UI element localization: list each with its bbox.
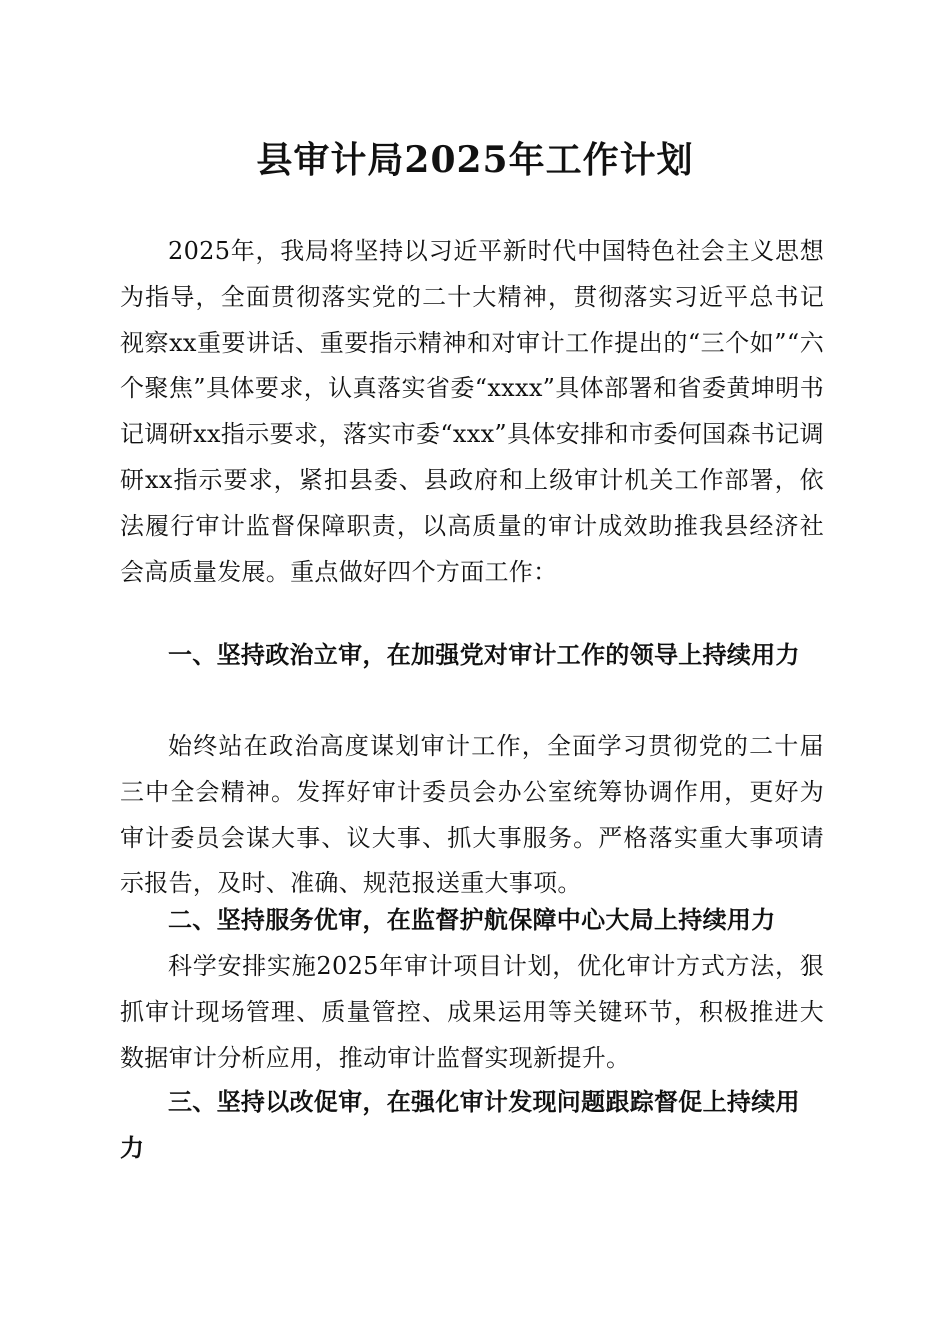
section-heading-1: 一、坚持政治立审，在加强党对审计工作的领导上持续用力 xyxy=(168,641,800,669)
intro-paragraph: 2025年，我局将坚持以习近平新时代中国特色社会主义思想为指导，全面贯彻落实党的二十大精神，贯彻落实习近平总书记视察xx重要讲话、重要指示精神和对审计工作提出的“三个如”“六个聚焦”具体要求，认真落实省委“xxxx”具体部署和省委黄坤明书记调研xx指示要求，落实市委“xxx”具体安排和市委何国森书记调研xx指示要求，紧扣县委、县政府和上级审计机关工作部署，依法履行审计监督保障职责，以高质量的审计成效助推我县经济社会高质量发展。重点做好四个方面工作： xyxy=(120,237,824,586)
section-paragraph-1: 始终站在政治高度谋划审计工作，全面学习贯彻党的二十届三中全会精神。发挥好审计委员会办公室统筹协调作用，更好为审计委员会谋大事、议大事、抓大事服务。严格落实重大事项请示报告，及时、准确、规范报送重大事项。 xyxy=(120,732,824,898)
section-heading-2: 二、坚持服务优审，在监督护航保障中心大局上持续用力 xyxy=(168,906,776,934)
section-paragraph-2: 科学安排实施2025年审计项目计划，优化审计方式方法，狠抓审计现场管理、质量管控、成果运用等关键环节，积极推进大数据审计分析应用，推动审计监督实现新提升。 xyxy=(120,952,824,1072)
document-title: 县审计局2025年工作计划 xyxy=(256,139,694,181)
section-heading-3: 三、坚持以改促审，在强化审计发现问题跟踪督促上持续用力 xyxy=(120,1088,800,1162)
